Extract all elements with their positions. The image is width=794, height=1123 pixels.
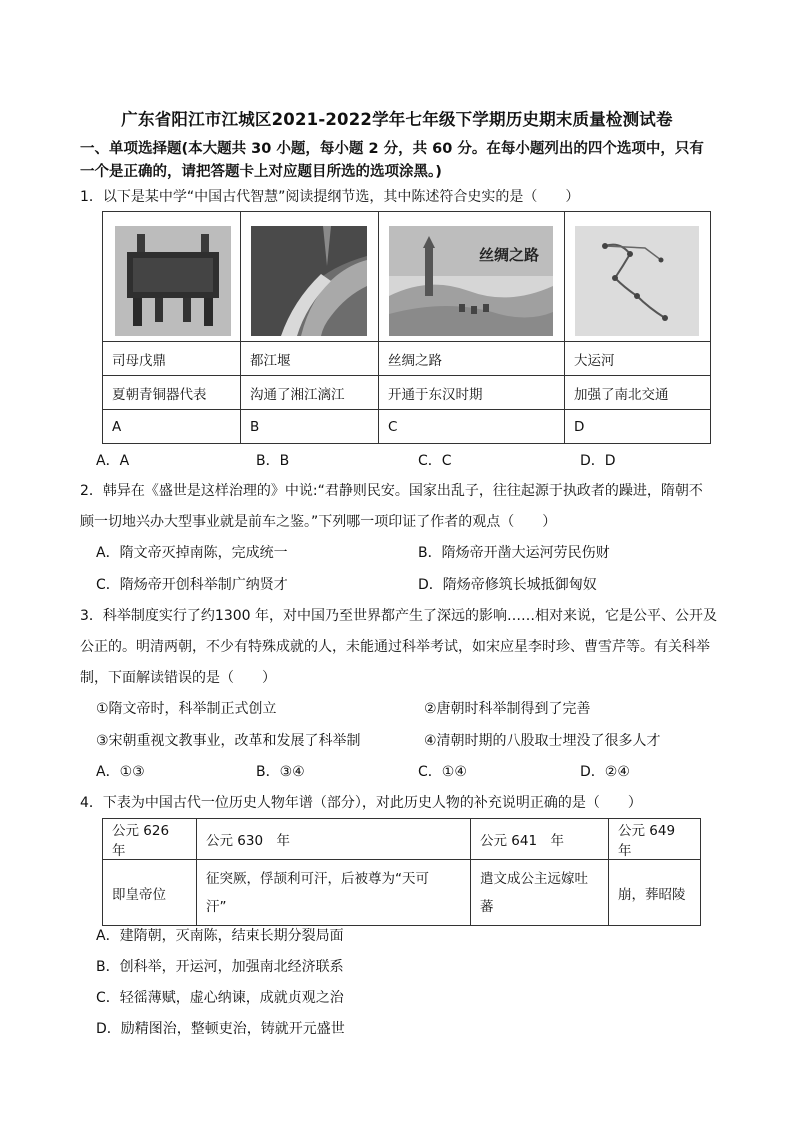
q4-event-630 [197, 860, 471, 926]
q4-event-641-line1: 遣文成公主远嫁吐 [480, 870, 588, 887]
q4-year-row [103, 819, 701, 860]
q1-image-cell [565, 212, 711, 342]
q1-letter-d: D [565, 410, 711, 444]
q4-event-row [103, 860, 701, 926]
q2-stem-line1: 2．韩异在《盛世是这样治理的》中说:“君静则民安。国家出乱子，往往起源于执政者的躁进，隋朝不 [80, 483, 703, 499]
q1-desc-c: 开通于东汉时期 [379, 376, 565, 410]
q4-event-626: 即皇帝位 [103, 860, 197, 926]
q2-option-d[interactable]: D．隋炀帝修筑长城抵御匈奴 [418, 577, 597, 593]
q4-event-630-line1: 征突厥，俘颉利可汗，后被尊为“天可 [206, 870, 429, 887]
q1-image-cell [103, 212, 241, 342]
section-heading-line2: 一个是正确的，请把答题卡上对应题目所选的选项涂黑。) [80, 164, 442, 180]
exam-title: 广东省阳江市江城区2021-2022学年七年级下学期历史期末质量检测试卷 [121, 110, 673, 129]
q3-item-4: ④清朝时期的八股取士埋没了很多人才 [424, 733, 661, 749]
silk-road-caption: 丝绸之路 [479, 245, 540, 264]
q2-option-b[interactable]: B．隋炀帝开凿大运河劳民伤财 [418, 545, 610, 561]
q1-desc-b: 沟通了湘江漓江 [241, 376, 379, 410]
q4-year-630: 公元 630 年 [197, 819, 471, 860]
q1-name-row [103, 342, 711, 376]
q3-stem-line2: 公正的。明清两朝，不少有特殊成就的人，未能通过科举考试，如宋应星李时珍、曹雪芹等。有关科举 [80, 639, 710, 655]
q2-option-c[interactable]: C．隋炀帝开创科举制广纳贤才 [96, 577, 288, 593]
q3-option-b[interactable]: B．③④ [256, 764, 305, 780]
q1-image-cell [379, 212, 565, 342]
section-heading-line1: 一、单项选择题(本大题共 30 小题，每小题 2 分，共 60 分。在每小题列出的四个选项中，只有 [80, 141, 704, 157]
q4-event-641-line2: 蕃 [480, 898, 494, 915]
q1-image-row [103, 212, 711, 342]
q1-name-c: 丝绸之路 [379, 342, 565, 376]
bronze-ding-icon [115, 226, 231, 336]
section-heading [80, 138, 752, 184]
q1-option-a[interactable]: A．A [96, 453, 130, 469]
q4-timeline-table [102, 818, 701, 926]
q4-option-d[interactable]: D．励精图治，整顿吏治，铸就开元盛世 [96, 1021, 345, 1037]
q4-option-a[interactable]: A．建隋朝，灭南陈，结束长期分裂局面 [96, 928, 344, 944]
q1-letter-c: C [379, 410, 565, 444]
q1-name-d: 大运河 [565, 342, 711, 376]
q3-option-c[interactable]: C．①④ [418, 764, 467, 780]
silk-road-icon [389, 226, 553, 336]
q4-event-630-line2: 汗” [206, 898, 227, 915]
grand-canal-map-icon [575, 226, 699, 336]
q1-letter-b: B [241, 410, 379, 444]
q2-option-a[interactable]: A．隋文帝灭掉南陈，完成统一 [96, 545, 288, 561]
q4-year-626: 公元 626 年 [103, 819, 197, 860]
q4-option-c[interactable]: C．轻徭薄赋，虚心纳谏，成就贞观之治 [96, 990, 344, 1006]
q4-option-b[interactable]: B．创科举，开运河，加强南北经济联系 [96, 959, 344, 975]
q4-year-641: 公元 641 年 [471, 819, 609, 860]
q1-stem: 1．以下是某中学“中国古代智慧”阅读提纲节选，其中陈述符合史实的是（ ） [80, 189, 580, 205]
q4-stem: 4．下表为中国古代一位历史人物年谱（部分），对此历史人物的补充说明正确的是（ ） [80, 795, 642, 811]
q1-name-b: 都江堰 [241, 342, 379, 376]
q1-table [102, 211, 711, 444]
q4-event-641 [471, 860, 609, 926]
q2-stem-line2: 顾一切地兴办大型事业就是前车之鉴。”下列哪一项印证了作者的观点（ ） [80, 514, 557, 530]
q1-option-c[interactable]: C．C [418, 453, 452, 469]
q3-item-1: ①隋文帝时，科举制正式创立 [96, 701, 277, 717]
q1-letter-row [103, 410, 711, 444]
dujiangyan-icon [251, 226, 367, 336]
q1-desc-row [103, 376, 711, 410]
q3-stem-line3: 制，下面解读错误的是（ ） [80, 670, 276, 686]
q4-event-649: 崩，葬昭陵 [609, 860, 701, 926]
q1-option-d[interactable]: D．D [580, 453, 616, 469]
q3-option-d[interactable]: D．②④ [580, 764, 630, 780]
q1-name-a: 司母戊鼎 [103, 342, 241, 376]
q1-letter-a: A [103, 410, 241, 444]
q3-item-2: ②唐朝时科举制得到了完善 [424, 701, 591, 717]
q1-desc-a: 夏朝青铜器代表 [103, 376, 241, 410]
q4-year-649: 公元 649 年 [609, 819, 701, 860]
q1-image-cell [241, 212, 379, 342]
q3-item-3: ③宋朝重视文教事业，改革和发展了科举制 [96, 733, 361, 749]
q1-desc-d: 加强了南北交通 [565, 376, 711, 410]
q3-option-a[interactable]: A．①③ [96, 764, 145, 780]
q3-stem-line1: 3．科举制度实行了约1300 年，对中国乃至世界都产生了深远的影响……相对来说，它是公平、公开及 [80, 608, 717, 624]
q1-option-b[interactable]: B．B [256, 453, 290, 469]
